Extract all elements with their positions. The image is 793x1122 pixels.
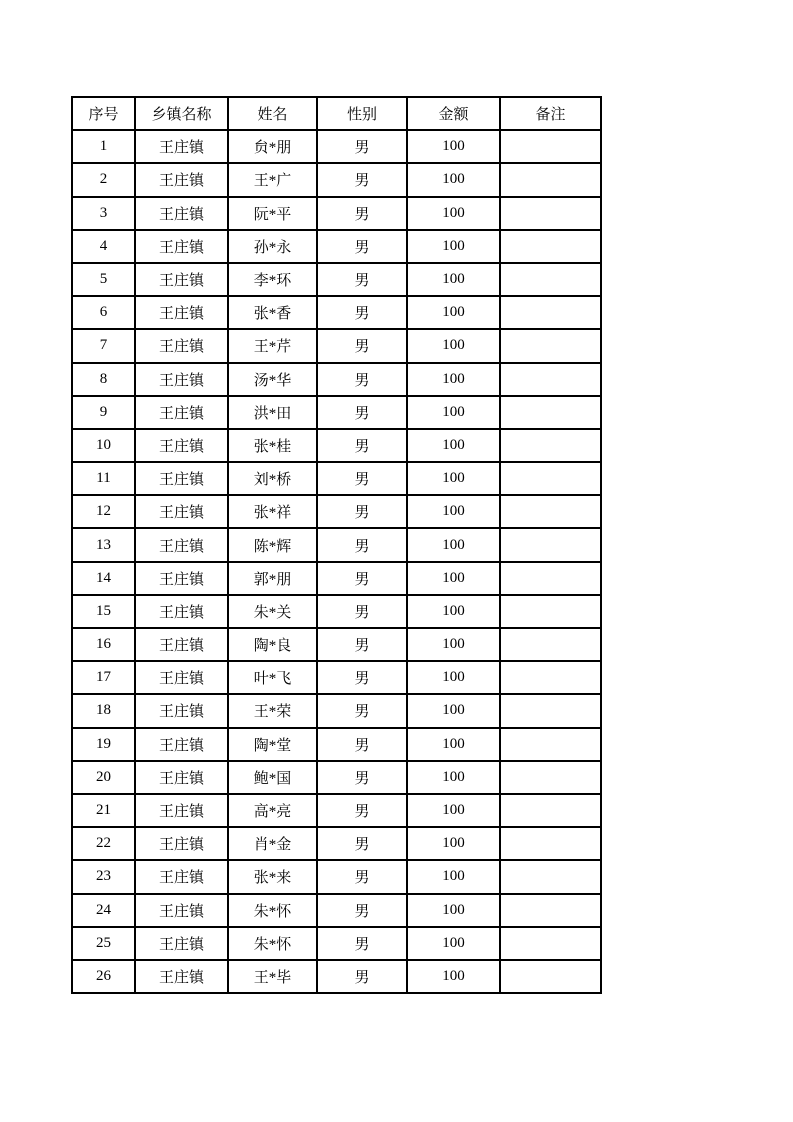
cell-remark (500, 396, 601, 429)
cell-township: 王庄镇 (135, 163, 228, 196)
cell-gender: 男 (317, 363, 407, 396)
cell-remark (500, 628, 601, 661)
cell-township: 王庄镇 (135, 894, 228, 927)
header-cell-remark: 备注 (500, 97, 601, 130)
cell-remark (500, 960, 601, 993)
cell-name: 王*广 (228, 163, 317, 196)
cell-remark (500, 130, 601, 163)
cell-gender: 男 (317, 794, 407, 827)
cell-gender: 男 (317, 927, 407, 960)
cell-remark (500, 197, 601, 230)
header-cell-name: 姓名 (228, 97, 317, 130)
cell-township: 王庄镇 (135, 230, 228, 263)
cell-gender: 男 (317, 329, 407, 362)
cell-name: 陶*良 (228, 628, 317, 661)
cell-gender: 男 (317, 197, 407, 230)
cell-township: 王庄镇 (135, 827, 228, 860)
cell-remark (500, 761, 601, 794)
table-row (72, 130, 601, 163)
cell-remark (500, 263, 601, 296)
cell-name: 朱*关 (228, 595, 317, 628)
cell-township: 王庄镇 (135, 927, 228, 960)
cell-name: 洪*田 (228, 396, 317, 429)
cell-amount: 100 (407, 595, 500, 628)
cell-no: 24 (72, 894, 135, 927)
cell-township: 王庄镇 (135, 860, 228, 893)
cell-no: 20 (72, 761, 135, 794)
cell-remark (500, 163, 601, 196)
cell-remark (500, 860, 601, 893)
data-table (71, 96, 602, 994)
header-cell-township: 乡镇名称 (135, 97, 228, 130)
cell-amount: 100 (407, 296, 500, 329)
cell-no: 21 (72, 794, 135, 827)
cell-township: 王庄镇 (135, 429, 228, 462)
cell-township: 王庄镇 (135, 263, 228, 296)
cell-township: 王庄镇 (135, 296, 228, 329)
cell-gender: 男 (317, 860, 407, 893)
cell-gender: 男 (317, 230, 407, 263)
cell-amount: 100 (407, 429, 500, 462)
cell-name: 郭*朋 (228, 562, 317, 595)
cell-remark (500, 694, 601, 727)
cell-gender: 男 (317, 827, 407, 860)
cell-name: 鲍*国 (228, 761, 317, 794)
header-cell-gender: 性别 (317, 97, 407, 130)
cell-amount: 100 (407, 794, 500, 827)
cell-township: 王庄镇 (135, 130, 228, 163)
cell-no: 5 (72, 263, 135, 296)
table-row (72, 827, 601, 860)
cell-no: 4 (72, 230, 135, 263)
cell-name: 孙*永 (228, 230, 317, 263)
cell-name: 汤*华 (228, 363, 317, 396)
cell-township: 王庄镇 (135, 562, 228, 595)
cell-amount: 100 (407, 628, 500, 661)
cell-name: 刘*桥 (228, 462, 317, 495)
table-row (72, 396, 601, 429)
cell-gender: 男 (317, 728, 407, 761)
table-row (72, 794, 601, 827)
cell-no: 11 (72, 462, 135, 495)
table-row (72, 495, 601, 528)
cell-township: 王庄镇 (135, 694, 228, 727)
cell-no: 16 (72, 628, 135, 661)
cell-gender: 男 (317, 462, 407, 495)
cell-remark (500, 894, 601, 927)
cell-no: 7 (72, 329, 135, 362)
table-row (72, 462, 601, 495)
cell-gender: 男 (317, 130, 407, 163)
table-row (72, 296, 601, 329)
cell-amount: 100 (407, 230, 500, 263)
cell-gender: 男 (317, 396, 407, 429)
cell-township: 王庄镇 (135, 661, 228, 694)
cell-gender: 男 (317, 661, 407, 694)
cell-township: 王庄镇 (135, 628, 228, 661)
cell-no: 17 (72, 661, 135, 694)
cell-amount: 100 (407, 197, 500, 230)
cell-gender: 男 (317, 628, 407, 661)
cell-township: 王庄镇 (135, 595, 228, 628)
cell-gender: 男 (317, 429, 407, 462)
cell-name: 王*芹 (228, 329, 317, 362)
cell-amount: 100 (407, 363, 500, 396)
cell-no: 14 (72, 562, 135, 595)
cell-township: 王庄镇 (135, 363, 228, 396)
cell-remark (500, 927, 601, 960)
table-row (72, 562, 601, 595)
cell-amount: 100 (407, 528, 500, 561)
cell-remark (500, 230, 601, 263)
cell-amount: 100 (407, 694, 500, 727)
cell-amount: 100 (407, 894, 500, 927)
cell-no: 9 (72, 396, 135, 429)
table-row (72, 363, 601, 396)
cell-gender: 男 (317, 562, 407, 595)
cell-township: 王庄镇 (135, 329, 228, 362)
cell-remark (500, 528, 601, 561)
cell-no: 26 (72, 960, 135, 993)
cell-amount: 100 (407, 827, 500, 860)
cell-township: 王庄镇 (135, 495, 228, 528)
cell-amount: 100 (407, 263, 500, 296)
cell-remark (500, 728, 601, 761)
table-row (72, 927, 601, 960)
cell-gender: 男 (317, 296, 407, 329)
cell-amount: 100 (407, 163, 500, 196)
cell-gender: 男 (317, 495, 407, 528)
cell-amount: 100 (407, 960, 500, 993)
header-cell-no: 序号 (72, 97, 135, 130)
cell-amount: 100 (407, 728, 500, 761)
cell-name: 朱*怀 (228, 894, 317, 927)
cell-name: 朱*怀 (228, 927, 317, 960)
cell-amount: 100 (407, 927, 500, 960)
cell-remark (500, 794, 601, 827)
header-cell-amount: 金额 (407, 97, 500, 130)
cell-name: 陶*堂 (228, 728, 317, 761)
cell-no: 15 (72, 595, 135, 628)
table-row (72, 761, 601, 794)
cell-gender: 男 (317, 894, 407, 927)
cell-gender: 男 (317, 528, 407, 561)
cell-name: 张*桂 (228, 429, 317, 462)
cell-name: 陈*辉 (228, 528, 317, 561)
cell-amount: 100 (407, 562, 500, 595)
cell-no: 23 (72, 860, 135, 893)
cell-amount: 100 (407, 462, 500, 495)
cell-no: 6 (72, 296, 135, 329)
cell-remark (500, 429, 601, 462)
cell-amount: 100 (407, 860, 500, 893)
cell-amount: 100 (407, 495, 500, 528)
cell-remark (500, 495, 601, 528)
cell-remark (500, 827, 601, 860)
cell-name: 叶*飞 (228, 661, 317, 694)
table-row (72, 728, 601, 761)
table-row (72, 528, 601, 561)
cell-township: 王庄镇 (135, 728, 228, 761)
cell-remark (500, 296, 601, 329)
cell-name: 张*祥 (228, 495, 317, 528)
cell-remark (500, 595, 601, 628)
cell-name: 王*荣 (228, 694, 317, 727)
cell-no: 19 (72, 728, 135, 761)
table-row (72, 860, 601, 893)
cell-remark (500, 363, 601, 396)
cell-amount: 100 (407, 130, 500, 163)
table-row (72, 163, 601, 196)
table-row (72, 661, 601, 694)
cell-no: 8 (72, 363, 135, 396)
cell-amount: 100 (407, 761, 500, 794)
cell-name: 肖*金 (228, 827, 317, 860)
cell-township: 王庄镇 (135, 761, 228, 794)
cell-remark (500, 462, 601, 495)
table-row (72, 894, 601, 927)
table-row (72, 329, 601, 362)
cell-no: 13 (72, 528, 135, 561)
cell-amount: 100 (407, 661, 500, 694)
cell-no: 22 (72, 827, 135, 860)
cell-gender: 男 (317, 761, 407, 794)
cell-gender: 男 (317, 163, 407, 196)
cell-gender: 男 (317, 694, 407, 727)
cell-township: 王庄镇 (135, 794, 228, 827)
table-row (72, 960, 601, 993)
table-row (72, 230, 601, 263)
table-row (72, 595, 601, 628)
cell-name: 阮*平 (228, 197, 317, 230)
cell-remark (500, 661, 601, 694)
cell-no: 1 (72, 130, 135, 163)
cell-gender: 男 (317, 960, 407, 993)
header-row (72, 97, 601, 130)
cell-no: 18 (72, 694, 135, 727)
cell-township: 王庄镇 (135, 462, 228, 495)
cell-no: 25 (72, 927, 135, 960)
table-row (72, 197, 601, 230)
cell-gender: 男 (317, 263, 407, 296)
cell-no: 10 (72, 429, 135, 462)
cell-amount: 100 (407, 396, 500, 429)
cell-name: 张*香 (228, 296, 317, 329)
cell-township: 王庄镇 (135, 396, 228, 429)
table-row (72, 429, 601, 462)
cell-township: 王庄镇 (135, 960, 228, 993)
cell-no: 12 (72, 495, 135, 528)
cell-remark (500, 562, 601, 595)
cell-remark (500, 329, 601, 362)
cell-name: 张*来 (228, 860, 317, 893)
cell-gender: 男 (317, 595, 407, 628)
cell-township: 王庄镇 (135, 197, 228, 230)
cell-township: 王庄镇 (135, 528, 228, 561)
table-row (72, 263, 601, 296)
cell-name: 李*环 (228, 263, 317, 296)
table-row (72, 694, 601, 727)
cell-no: 3 (72, 197, 135, 230)
cell-amount: 100 (407, 329, 500, 362)
cell-name: 高*亮 (228, 794, 317, 827)
cell-no: 2 (72, 163, 135, 196)
table-row (72, 628, 601, 661)
cell-name: 王*毕 (228, 960, 317, 993)
cell-name: 贠*朋 (228, 130, 317, 163)
